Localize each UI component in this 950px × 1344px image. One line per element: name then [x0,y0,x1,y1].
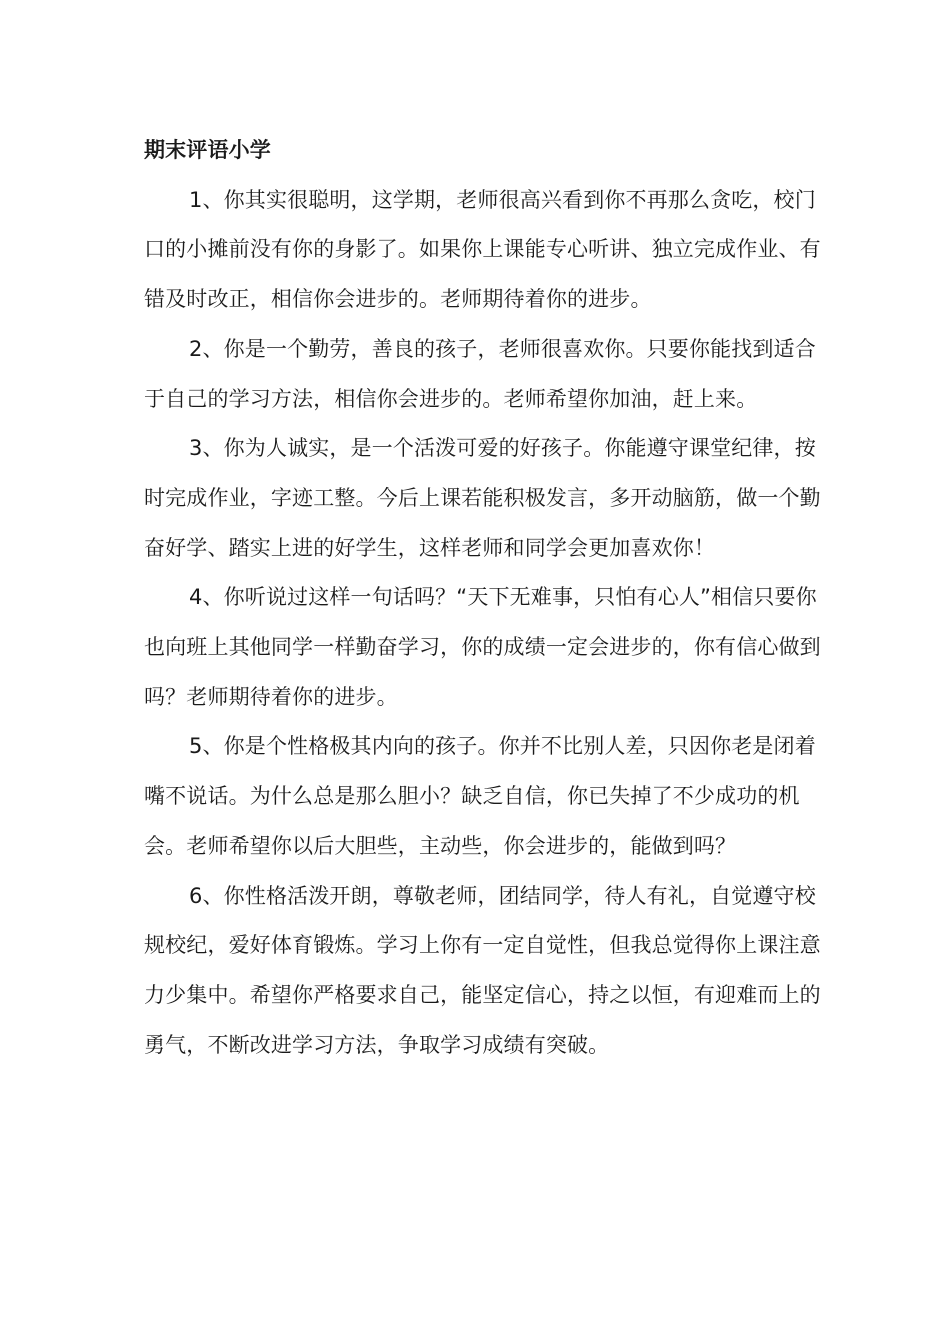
comment-paragraph-1: 1、你其实很聪明，这学期，老师很高兴看到你不再那么贪吃，校门口的小摊前没有你的身影了。如果你上课能专心听讲、独立完成作业、有错及时改正，相信你会进步的。老师期待着你的进步。 [144,187,821,312]
document-body [144,126,834,1070]
comment-paragraph-2: 2、你是一个勤劳，善良的孩子，老师很喜欢你。只要你能找到适合于自己的学习方法，相信你会进步的。老师希望你加油，赶上来。 [144,336,816,411]
comment-paragraph-3: 3、你为人诚实，是一个活泼可爱的好孩子。你能遵守课堂纪律，按时完成作业，字迹工整。今后上课若能积极发言，多开动脑筋，做一个勤奋好学、踏实上进的好学生，这样老师和同学会更加喜欢你！ [144,436,821,560]
comment-paragraph-4: 4、你听说过这样一句话吗？“天下无难事，只怕有心人”相信只要你也向班上其他同学一样勤奋学习，你的成绩一定会进步的，你有信心做到吗？老师期待着你的进步。 [144,585,821,709]
document-title: 期末评语小学 [144,138,271,162]
comment-paragraph-6: 6、你性格活泼开朗，尊敬老师，团结同学，待人有礼，自觉遵守校规校纪，爱好体育锻炼。学习上你有一定自觉性，但我总觉得你上课注意力少集中。希望你严格要求自己，能坚定信心，持之以恒，有迎难而上的勇气，不断改进学习方法，争取学习成绩有突破。 [144,883,821,1057]
comment-paragraph-5: 5、你是个性格极其内向的孩子。你并不比别人差，只因你老是闭着嘴不说话。为什么总是那么胆小？缺乏自信，你已失掉了不少成功的机会。老师希望你以后大胆些，主动些，你会进步的，能做到吗？ [144,734,816,858]
